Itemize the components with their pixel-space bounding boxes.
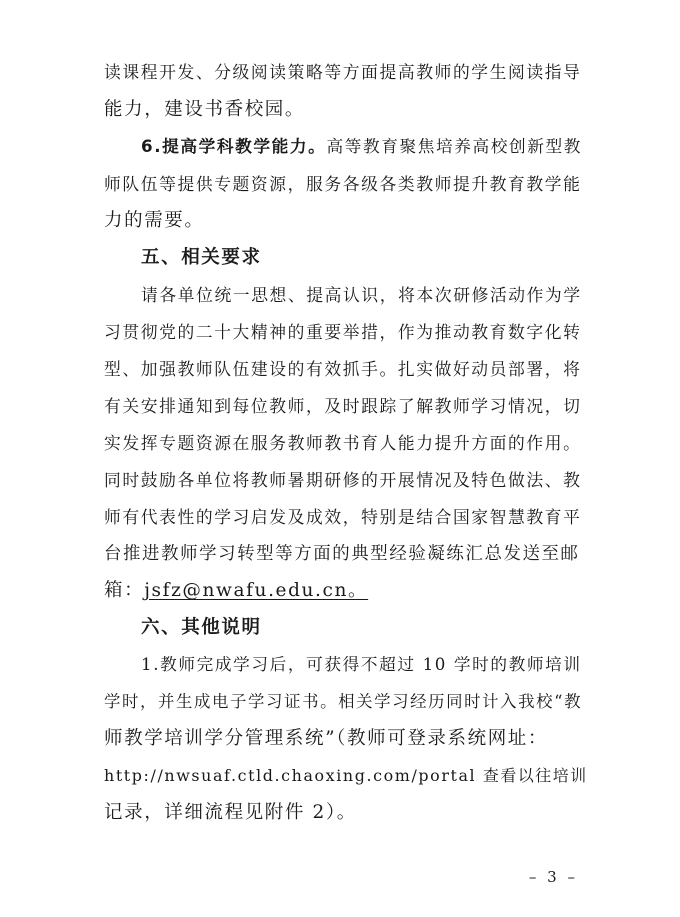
page-number: – 3 – bbox=[528, 868, 578, 886]
email-line bbox=[104, 579, 368, 603]
body-line: 习贯彻党的二十大精神的重要举措，作为推动教育数字化转 bbox=[104, 322, 582, 342]
section-heading-6: 六、其他说明 bbox=[141, 617, 262, 638]
item-title: 6.提高学科教学能力。 bbox=[141, 137, 327, 156]
body-line: 师教学培训学分管理系统”（教师可登录系统网址： bbox=[104, 728, 549, 749]
body-line: 请各单位统一思想、提高认识，将本次研修活动作为学 bbox=[141, 285, 582, 305]
body-line: 台推进教师学习转型等方面的典型经验凝练汇总发送至邮 bbox=[104, 544, 580, 564]
body-line: 有关安排通知到每位教师，及时跟踪了解教师学习情况，切 bbox=[104, 396, 582, 416]
url-line: http://nwsuaf.ctld.chaoxing.com/portal 查看以往培训 bbox=[104, 766, 588, 785]
body-line: 学时，并生成电子学习证书。相关学习经历同时计入我校“教 bbox=[104, 692, 583, 711]
body-line: 同时鼓励各单位将教师暑期研修的开展情况及特色做法、教 bbox=[104, 470, 582, 490]
body-line: 型、加强教师队伍建设的有效抓手。扎实做好动员部署，将 bbox=[104, 359, 582, 379]
section-heading-5: 五、相关要求 bbox=[141, 247, 262, 268]
body-line: 记录，详细流程见附件 2）。 bbox=[104, 802, 357, 823]
section-item-6 bbox=[141, 135, 582, 159]
body-line: 力的需要。 bbox=[104, 210, 205, 231]
body-line: 实发挥专题资源在服务教师教书育人能力提升方面的作用。 bbox=[104, 433, 582, 453]
email-link[interactable]: jsfz@nwafu.edu.cn。 bbox=[144, 580, 369, 601]
body-line: 1.教师完成学习后，可获得不超过 10 学时的教师培训 bbox=[141, 655, 582, 674]
body-line: 师有代表性的学习启发及成效，特别是结合国家智慧教育平 bbox=[104, 507, 582, 527]
body-line: 师队伍等提供专题资源，服务各级各类教师提升教育教学能 bbox=[104, 174, 582, 194]
item-text: 高等教育聚焦培养高校创新型教 bbox=[326, 137, 583, 156]
body-line: 能力，建设书香校园。 bbox=[104, 99, 306, 120]
body-line: 读课程开发、分级阅读策略等方面提高教师的学生阅读指导 bbox=[104, 62, 582, 82]
email-label: 箱： bbox=[104, 580, 145, 601]
